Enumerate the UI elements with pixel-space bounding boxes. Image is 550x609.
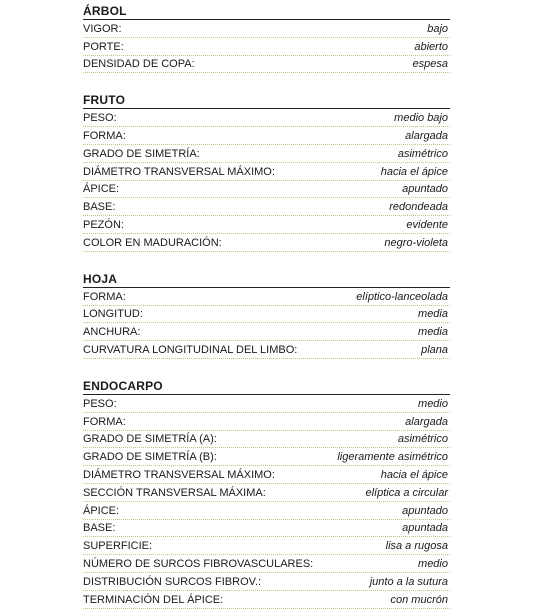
attribute-value: media	[418, 326, 448, 339]
attribute-value: elíptico-lanceolada	[356, 290, 448, 303]
attribute-row	[83, 181, 450, 198]
attribute-row	[83, 39, 450, 56]
attribute-row	[83, 324, 450, 341]
attribute-label: PEZÓN:	[83, 218, 124, 231]
section-title: ÁRBOL	[83, 0, 450, 20]
section-title: HOJA	[83, 268, 450, 288]
section-0	[83, 0, 450, 73]
attribute-label: ÁPICE:	[83, 183, 120, 196]
attribute-row	[83, 56, 450, 73]
attribute-label: SUPERFICIE:	[83, 540, 153, 553]
attribute-value: alargada	[405, 415, 448, 428]
attribute-value: espesa	[412, 58, 448, 71]
attribute-value: bajo	[427, 22, 448, 35]
attribute-label: COLOR EN MADURACIÓN:	[83, 236, 222, 249]
attribute-row	[83, 431, 450, 448]
attribute-value: junto a la sutura	[369, 575, 448, 588]
attribute-row	[83, 289, 450, 306]
attribute-row	[83, 592, 450, 609]
section-spacer	[83, 252, 450, 268]
attribute-value: evidente	[406, 218, 448, 231]
attribute-value: asimétrico	[397, 147, 448, 160]
attribute-label: GRADO DE SIMETRÍA:	[83, 147, 200, 160]
attribute-row	[83, 414, 450, 431]
attribute-row	[83, 128, 450, 145]
attribute-label: DISTRIBUCIÓN SURCOS FIBROV.:	[83, 575, 262, 588]
attribute-row	[83, 110, 450, 127]
attribute-value: medio	[418, 557, 448, 570]
attribute-row	[83, 306, 450, 323]
attribute-label: CURVATURA LONGITUDINAL DEL LIMBO:	[83, 343, 298, 356]
attribute-label: DIÁMETRO TRANSVERSAL MÁXIMO:	[83, 468, 275, 481]
attribute-row	[83, 396, 450, 413]
attribute-row	[83, 146, 450, 163]
attribute-label: DIÁMETRO TRANSVERSAL MÁXIMO:	[83, 165, 275, 178]
attribute-label: PESO:	[83, 112, 117, 125]
attribute-label: ÁPICE:	[83, 504, 120, 517]
attribute-label: TERMINACIÓN DEL ÁPICE:	[83, 593, 224, 606]
attribute-row	[83, 164, 450, 181]
attribute-row	[83, 21, 450, 38]
attribute-row	[83, 485, 450, 502]
attribute-label: ANCHURA:	[83, 326, 141, 339]
attribute-value: media	[418, 308, 448, 321]
characteristics-sheet	[83, 0, 450, 609]
section-spacer	[83, 359, 450, 375]
attribute-value: abierto	[414, 40, 448, 53]
section-2	[83, 268, 450, 359]
attribute-row	[83, 556, 450, 573]
attribute-label: PORTE:	[83, 40, 124, 53]
attribute-value: hacia el ápice	[380, 165, 448, 178]
section-spacer	[83, 73, 450, 89]
attribute-row	[83, 574, 450, 591]
attribute-label: BASE:	[83, 201, 116, 214]
attribute-value: redondeada	[389, 201, 448, 214]
attribute-row	[83, 342, 450, 359]
attribute-value: hacia el ápice	[380, 468, 448, 481]
attribute-value: apuntado	[402, 504, 448, 517]
section-title: ENDOCARPO	[83, 375, 450, 395]
attribute-value: con mucrón	[390, 593, 448, 606]
attribute-value: ligeramente asimétrico	[337, 451, 448, 464]
attribute-label: FORMA:	[83, 290, 126, 303]
attribute-label: FORMA:	[83, 415, 126, 428]
attribute-value: medio	[418, 397, 448, 410]
section-1	[83, 89, 450, 251]
attribute-row	[83, 217, 450, 234]
attribute-value: medio bajo	[394, 112, 448, 125]
attribute-value: lisa a rugosa	[385, 540, 448, 553]
section-title: FRUTO	[83, 89, 450, 109]
attribute-label: GRADO DE SIMETRÍA (B):	[83, 451, 217, 464]
attribute-label: VIGOR:	[83, 22, 122, 35]
attribute-row	[83, 235, 450, 252]
attribute-row	[83, 467, 450, 484]
attribute-label: NÚMERO DE SURCOS FIBROVASCULARES:	[83, 557, 314, 570]
attribute-row	[83, 503, 450, 520]
attribute-label: SECCIÓN TRANSVERSAL MÁXIMA:	[83, 486, 266, 499]
attribute-row	[83, 449, 450, 466]
attribute-label: FORMA:	[83, 129, 126, 142]
attribute-label: GRADO DE SIMETRÍA (A):	[83, 433, 217, 446]
attribute-row	[83, 538, 450, 555]
section-3	[83, 375, 450, 609]
attribute-label: BASE:	[83, 522, 116, 535]
attribute-value: apuntado	[402, 183, 448, 196]
attribute-label: DENSIDAD DE COPA:	[83, 58, 195, 71]
attribute-value: negro-violeta	[384, 236, 448, 249]
attribute-value: elíptica a circular	[365, 486, 448, 499]
attribute-value: apuntada	[402, 522, 448, 535]
attribute-value: plana	[421, 343, 448, 356]
attribute-label: PESO:	[83, 397, 117, 410]
attribute-value: alargada	[405, 129, 448, 142]
attribute-row	[83, 520, 450, 537]
attribute-label: LONGITUD:	[83, 308, 143, 321]
attribute-row	[83, 199, 450, 216]
attribute-value: asimétrico	[397, 433, 448, 446]
